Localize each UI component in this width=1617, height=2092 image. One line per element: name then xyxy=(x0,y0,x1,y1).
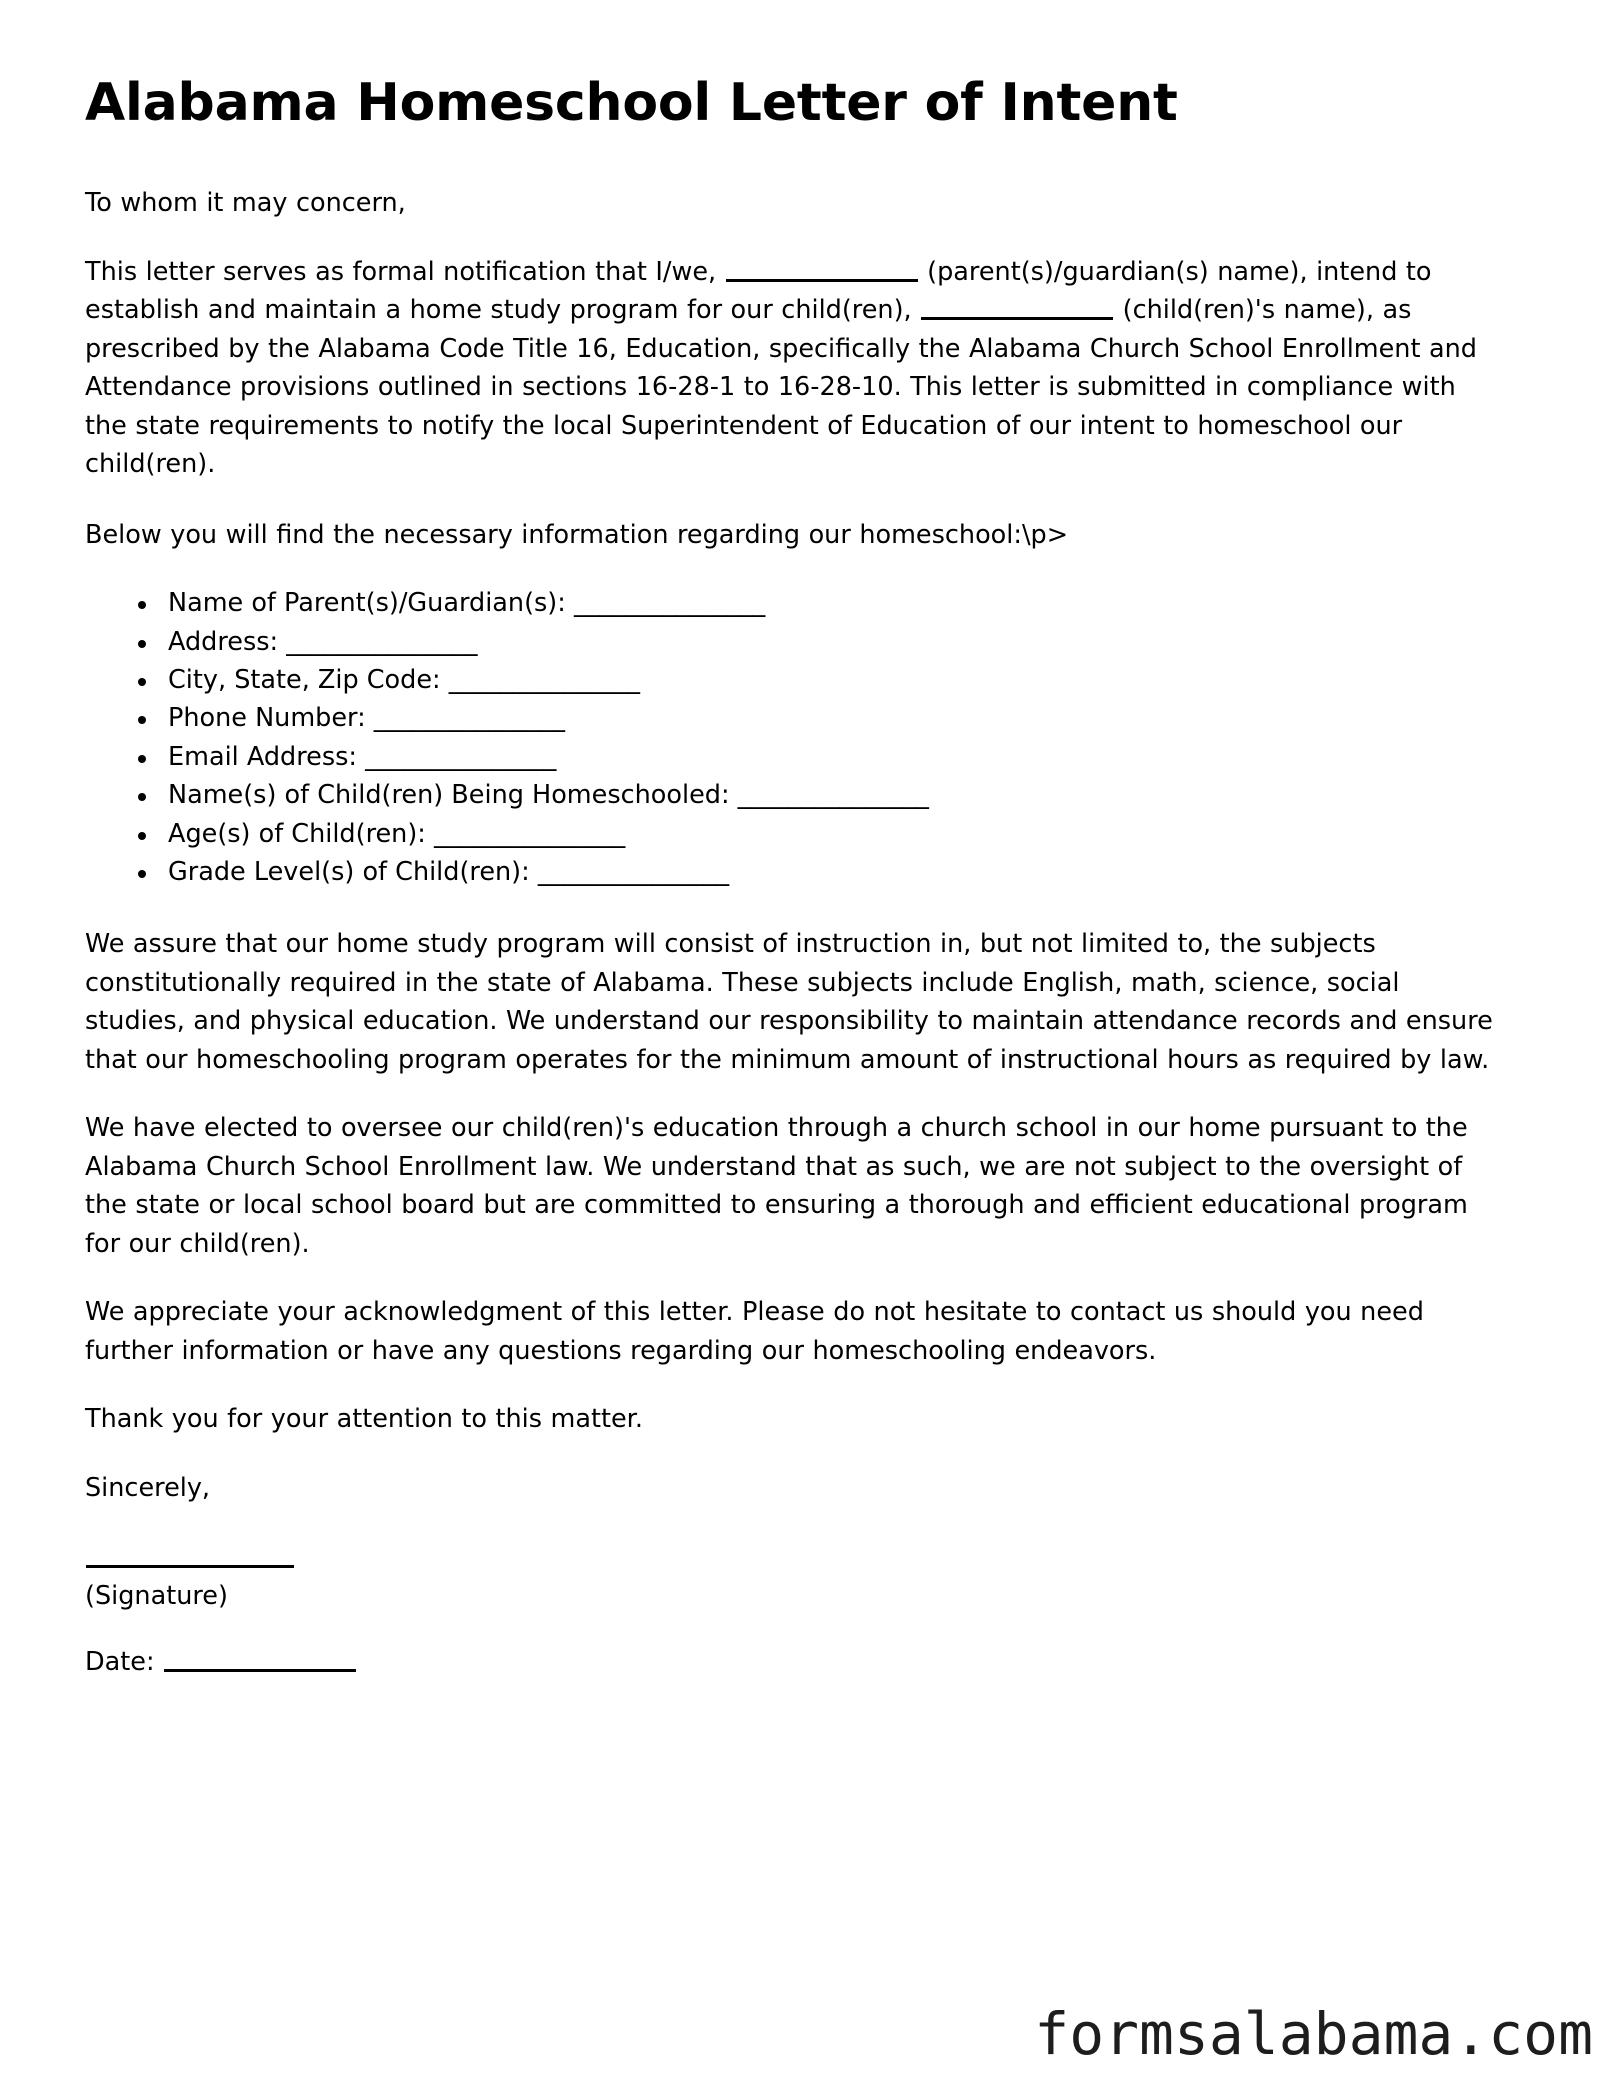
intro-text-part-1: This letter serves as formal notification that I/we, xyxy=(85,256,725,287)
list-item: Name of Parent(s)/Guardian(s): _______________ xyxy=(85,584,1495,622)
parent-guardian-name-blank[interactable] xyxy=(726,255,918,281)
list-item: Age(s) of Child(ren): _______________ xyxy=(85,815,1495,853)
date-label: Date: xyxy=(85,1647,163,1678)
signature-caption: (Signature) xyxy=(85,1581,228,1612)
homeschool-info-list xyxy=(85,584,1495,891)
children-name-blank[interactable] xyxy=(921,294,1113,320)
list-item: Grade Level(s) of Child(ren): _______________ xyxy=(85,853,1495,891)
intro-text-part-2: (parent(s)/guardian(s) name), intend to establish and maintain a home study program for our child(ren), xyxy=(85,256,1432,326)
list-item: City, State, Zip Code: _______________ xyxy=(85,661,1495,699)
thanks-paragraph: Thank you for your attention to this matter. xyxy=(85,1404,643,1435)
list-lead-in: Below you will find the necessary information regarding our homeschool:\p> xyxy=(85,519,1069,550)
date-blank[interactable] xyxy=(164,1646,356,1672)
signature-block xyxy=(85,1541,1495,1681)
date-row xyxy=(85,1643,1495,1681)
list-item: Email Address: _______________ xyxy=(85,738,1495,776)
intro-text-part-3: (child(ren)'s name), as prescribed by the Alabama Code Title 16, Education, specifically the Alabama Church School Enrollment and Attendance provisions outlined in sections 16-28-1 to 16-28-10. This letter is submitted in compliance with the state requirements to notify the local Superintendent of Education of our intent to homeschool our child(ren). xyxy=(85,295,1477,480)
page-title: Alabama Homeschool Letter of Intent xyxy=(85,73,1178,133)
signature-line-row xyxy=(85,1541,1495,1579)
intro-paragraph xyxy=(85,253,1495,484)
list-item: Phone Number: _______________ xyxy=(85,699,1495,737)
salutation: To whom it may concern, xyxy=(85,188,406,219)
list-item: Name(s) of Child(ren) Being Homeschooled: _______________ xyxy=(85,776,1495,814)
document-content xyxy=(85,74,1495,1681)
closing-line: Sincerely, xyxy=(85,1472,211,1503)
signature-blank[interactable] xyxy=(86,1542,294,1568)
assurance-paragraph: We assure that our home study program will consist of instruction in, but not limited to, the subjects constitutionally required in the state of Alabama. These subjects include English, math, science, social studies, and physical education. We understand our responsibility to maintain attendance records and ensure that our homeschooling program operates for the minimum amount of instructional hours as required by law. xyxy=(85,929,1493,1075)
list-item: Address: _______________ xyxy=(85,623,1495,661)
footer-watermark: formsalabama.com xyxy=(1034,2000,1593,2068)
acknowledgment-paragraph: We appreciate your acknowledgment of this letter. Please do not hesitate to contact us should you need further information or have any questions regarding our homeschooling endeavors. xyxy=(85,1297,1424,1366)
church-school-paragraph: We have elected to oversee our child(ren)'s education through a church school in our home pursuant to the Alabama Church School Enrollment law. We understand that as such, we are not subject to the oversight of the state or local school board but are committed to ensuring a thorough and efficient educational program for our child(ren). xyxy=(85,1113,1468,1259)
